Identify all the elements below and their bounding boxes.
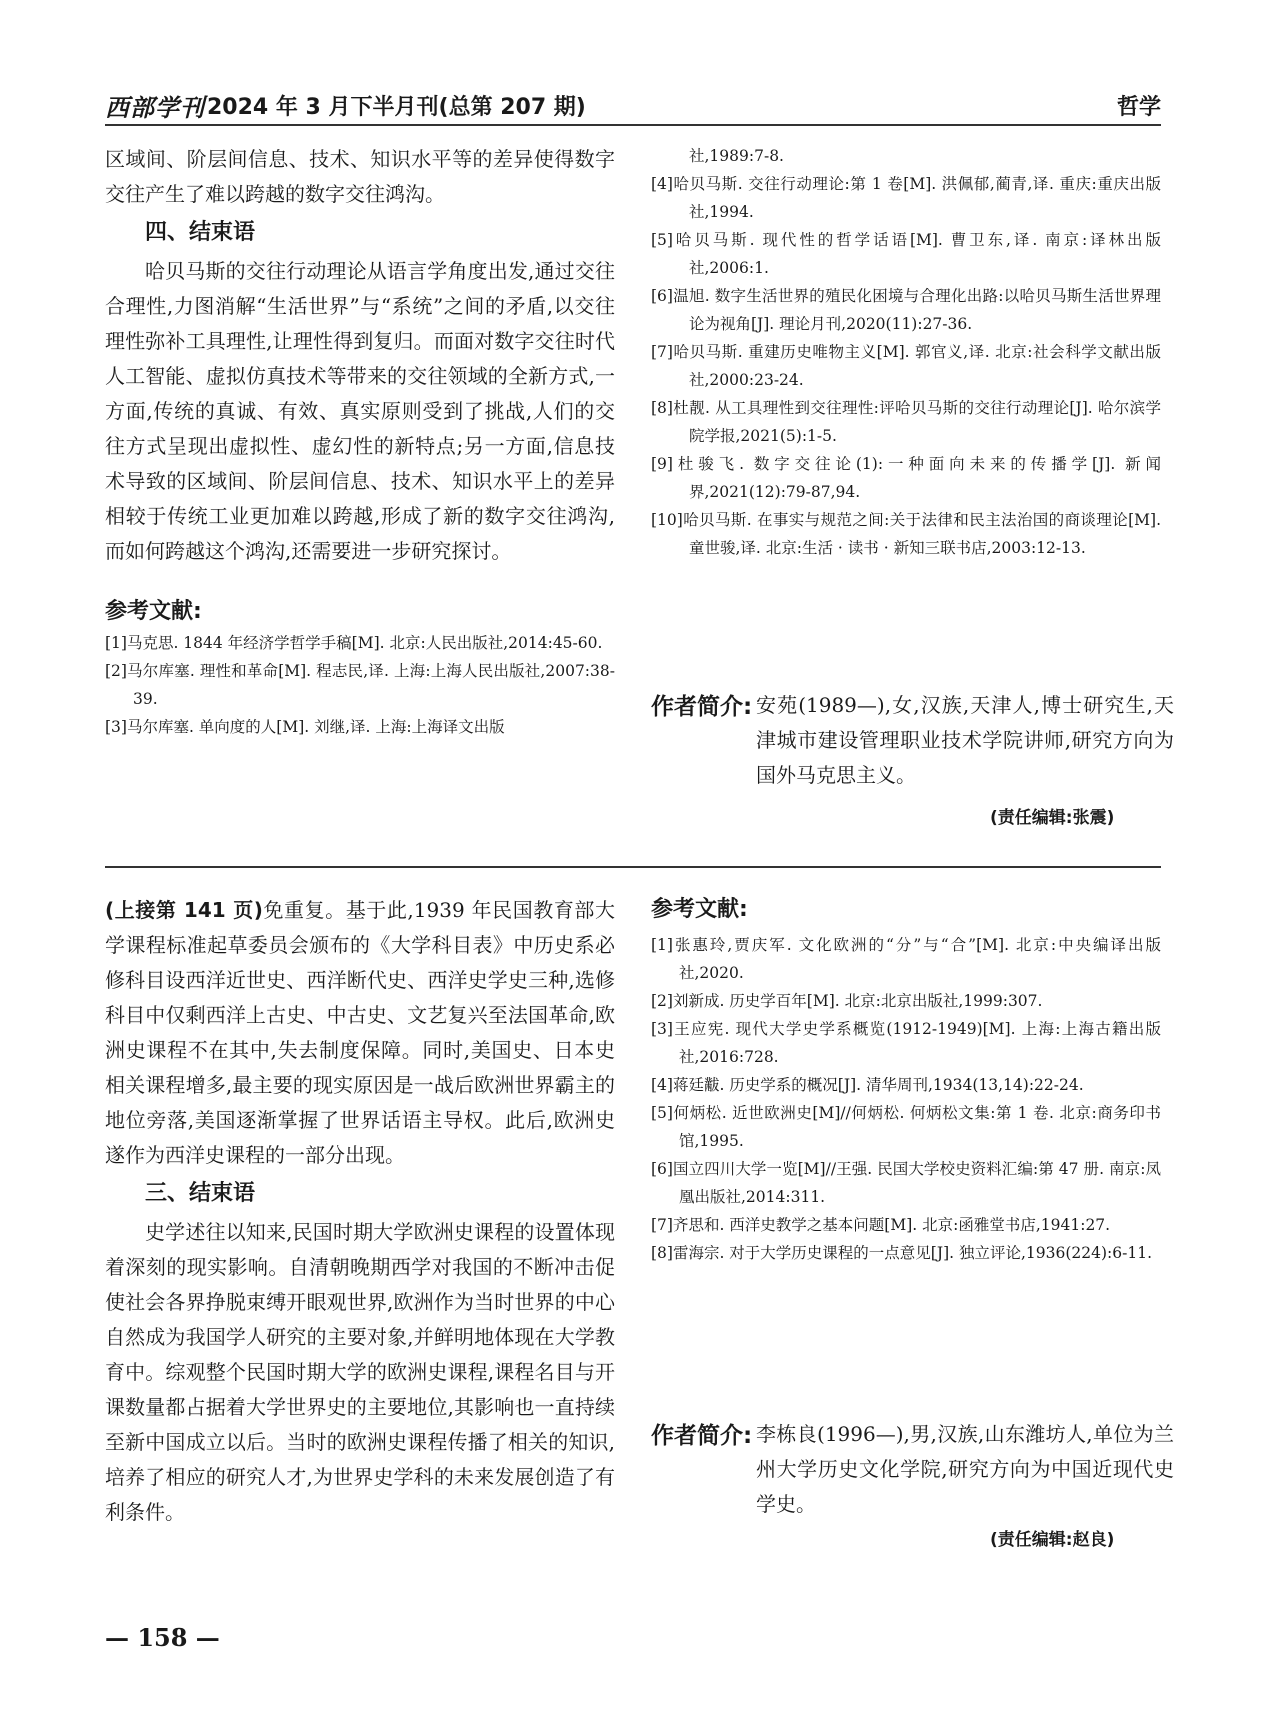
reference-item: [7]齐思和. 西洋史教学之基本问题[M]. 北京:函雅堂书店,1941:27. xyxy=(651,1216,1111,1234)
reference-item: [10]哈贝马斯. 在事实与规范之间:关于法律和民主法治国的商谈理论[M]. 童世骏,译. 北京:生活 · 读书 · 新知三联书店,2003:12-13. xyxy=(651,511,1161,557)
editor-credit: (责任编辑:张震) xyxy=(990,808,1115,828)
continued-note: (上接第 141 页) xyxy=(105,898,263,922)
bottom-left-column xyxy=(105,893,615,1530)
author-text: 李栋良(1996—),男,汉族,山东潍坊人,单位为兰州大学历史文化学院,研究方向为中国近现代史学史。 xyxy=(756,1422,1174,1516)
reference-item: 社,1989:7-8. xyxy=(689,147,784,165)
top-left-column xyxy=(105,142,615,741)
page-number: — 158 — xyxy=(105,1623,220,1652)
editor-credit: (责任编辑:赵良) xyxy=(990,1530,1115,1550)
header-rule xyxy=(105,124,1161,126)
author-label: 作者简介: xyxy=(651,694,753,720)
reference-item: [1]张惠玲,贾庆军. 文化欧洲的“分”与“合”[M]. 北京:中央编译出版社,2020. xyxy=(651,936,1161,982)
references-heading: 参考文献: xyxy=(105,599,202,624)
reference-item: [2]马尔库塞. 理性和革命[M]. 程志民,译. 上海:上海人民出版社,2007:38-39. xyxy=(105,662,615,708)
paragraph xyxy=(105,893,615,1173)
reference-item: [8]杜靓. 从工具理性到交往理性:评哈贝马斯的交往行动理论[J]. 哈尔滨学院学报,2021(5):1-5. xyxy=(651,399,1161,445)
reference-item: [4]蒋廷黻. 历史学系的概况[J]. 清华周刊,1934(13,14):22-24. xyxy=(651,1076,1084,1094)
reference-list xyxy=(105,629,615,741)
reference-item: [6]温旭. 数字生活世界的殖民化困境与合理化出路:以哈贝马斯生活世界理论为视角[J]. 理论月刊,2020(11):27-36. xyxy=(651,287,1161,333)
journal-logo: 西部学刊 xyxy=(105,93,205,122)
paragraph-text: 免重复。基于此,1939 年民国教育部大学课程标准起草委员会颁布的《大学科目表》中历史系必修科目设西洋近世史、西洋断代史、西洋史学史三种,选修科目中仅剩西洋上古史、中古史、文艺复兴至法国革命,欧洲史课程不在其中,失去制度保障。同时,美国史、日本史相关课程增多,最主要的现实原因是一战后欧洲世界霸主的地位旁落,美国逐渐掌握了世界话语主导权。此后,欧洲史遂作为西洋史课程的一部分出现。 xyxy=(105,898,615,1167)
reference-item: [3]王应宪. 现代大学史学系概览(1912-1949)[M]. 上海:上海古籍出版社,2016:728. xyxy=(651,1020,1161,1066)
section-heading: 三、结束语 xyxy=(145,1181,256,1206)
references-heading: 参考文献: xyxy=(651,897,748,922)
article-divider xyxy=(105,866,1161,868)
reference-item: [9]杜骏飞. 数字交往论(1):一种面向未来的传播学[J]. 新闻界,2021(12):79-87,94. xyxy=(651,455,1161,501)
reference-list xyxy=(651,142,1161,562)
reference-item: [2]刘新成. 历史学百年[M]. 北京:北京出版社,1999:307. xyxy=(651,992,1043,1010)
author-text: 安苑(1989—),女,汉族,天津人,博士研究生,天津城市建设管理职业技术学院讲师,研究方向为国外马克思主义。 xyxy=(756,693,1174,787)
author-bio xyxy=(651,1417,1174,1527)
issue-info: 2024 年 3 月下半月刊(总第 207 期) xyxy=(207,95,586,120)
reference-item: [8]雷海宗. 对于大学历史课程的一点意见[J]. 独立评论,1936(224):6-11. xyxy=(651,1244,1152,1262)
reference-item: [3]马尔库塞. 单向度的人[M]. 刘继,译. 上海:上海译文出版 xyxy=(105,718,505,736)
reference-list xyxy=(651,931,1161,1267)
reference-item: [6]国立四川大学一览[M]//王强. 民国大学校史资料汇编:第 47 册. 南京:凤凰出版社,2014:311. xyxy=(651,1160,1161,1206)
reference-item: [5]哈贝马斯. 现代性的哲学话语[M]. 曹卫东,译. 南京:译林出版社,2006:1. xyxy=(651,231,1161,277)
reference-item: [1]马克思. 1844 年经济学哲学手稿[M]. 北京:人民出版社,2014:45-60. xyxy=(105,634,603,652)
paragraph: 区域间、阶层间信息、技术、知识水平等的差异使得数字交往产生了难以跨越的数字交往鸿沟。 xyxy=(105,147,615,206)
author-bio xyxy=(651,688,1174,798)
reference-item: [4]哈贝马斯. 交往行动理论:第 1 卷[M]. 洪佩郁,蔺青,译. 重庆:重庆出版社,1994. xyxy=(651,175,1161,221)
reference-item: [5]何炳松. 近世欧洲史[M]//何炳松. 何炳松文集:第 1 卷. 北京:商务印书馆,1995. xyxy=(651,1104,1161,1150)
page-header xyxy=(105,86,1161,120)
paragraph: 哈贝马斯的交往行动理论从语言学角度出发,通过交往合理性,力图消解“生活世界”与“系统”之间的矛盾,以交往理性弥补工具理性,让理性得到复归。而面对数字交往时代人工智能、虚拟仿真技术等带来的交往领域的全新方式,一方面,传统的真诚、有效、真实原则受到了挑战,人们的交往方式呈现出虚拟性、虚幻性的新特点;另一方面,信息技术导致的区域间、阶层间信息、技术、知识水平上的差异相较于传统工业更加难以跨越,形成了新的数字交往鸿沟,而如何跨越这个鸿沟,还需要进一步研究探讨。 xyxy=(105,259,615,563)
top-right-column xyxy=(651,142,1161,562)
reference-item: [7]哈贝马斯. 重建历史唯物主义[M]. 郭官义,译. 北京:社会科学文献出版社,2000:23-24. xyxy=(651,343,1161,389)
author-label: 作者简介: xyxy=(651,1423,753,1449)
paragraph: 史学述往以知来,民国时期大学欧洲史课程的设置体现着深刻的现实影响。自清朝晚期西学对我国的不断冲击促使社会各界挣脱束缚开眼观世界,欧洲作为当时世界的中心自然成为我国学人研究的主要对象,并鲜明地体现在大学教育中。综观整个民国时期大学的欧洲史课程,课程名目与开课数量都占据着大学世界史的主要地位,其影响也一直持续至新中国成立以后。当时的欧洲史课程传播了相关的知识,培养了相应的研究人才,为世界史学科的未来发展创造了有利条件。 xyxy=(105,1220,615,1524)
section-heading: 四、结束语 xyxy=(145,220,256,245)
section-name: 哲学 xyxy=(1116,95,1161,120)
bottom-right-column xyxy=(651,893,1161,1267)
